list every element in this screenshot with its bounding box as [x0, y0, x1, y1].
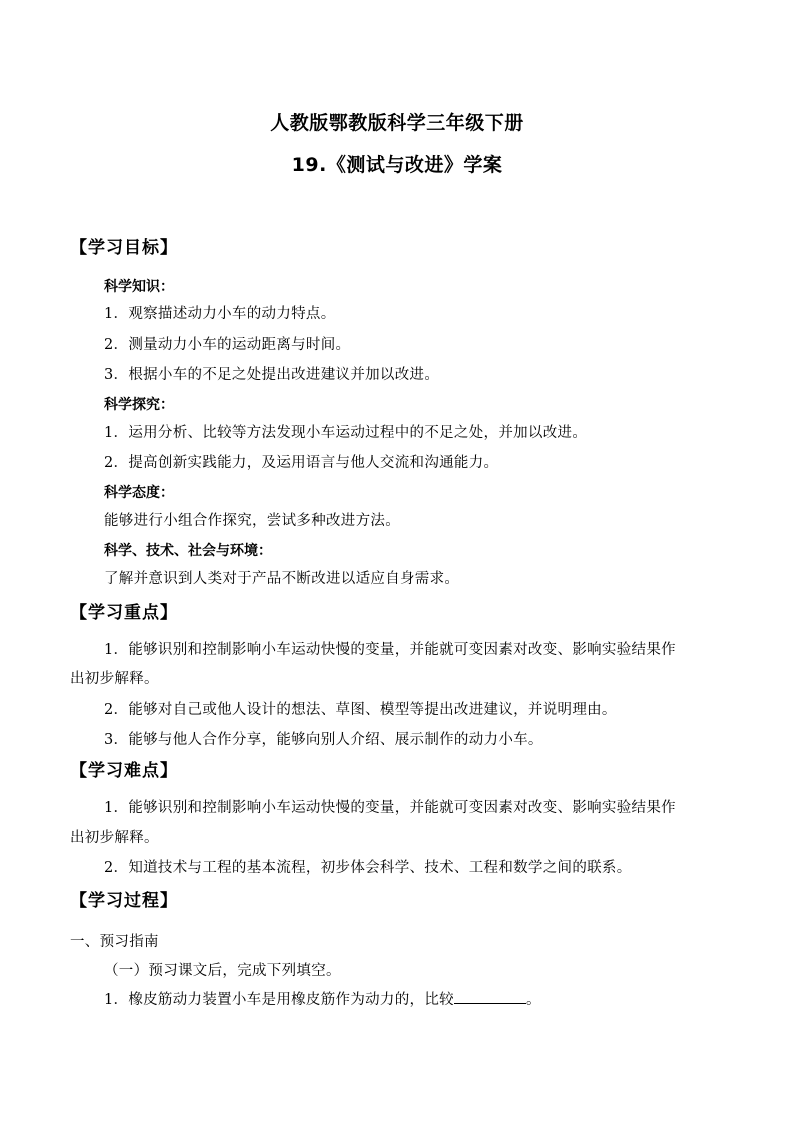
- knowledge-item: 3．根据小车的不足之处提出改进建议并加以改进。: [104, 367, 440, 383]
- fill-blank-question: [104, 988, 541, 1009]
- knowledge-item: 1．观察描述动力小车的动力特点。: [104, 306, 336, 322]
- key-point-item-continuation: 出初步解释。: [70, 671, 159, 687]
- inquiry-item: 1．运用分析、比较等方法发现小车运动过程中的不足之处，并加以改进。: [104, 425, 588, 441]
- stse-label: 科学、技术、社会与环境：: [104, 543, 272, 559]
- stse-text: 了解并意识到人类对于产品不断改进以适应自身需求。: [104, 571, 460, 587]
- answer-blank[interactable]: [454, 989, 526, 1004]
- difficulty-item: 1．能够识别和控制影响小车运动快慢的变量，并能就可变因素对改变、影响实验结果作: [104, 800, 676, 816]
- question-end: 。: [525, 992, 541, 1008]
- process-heading: 【学习过程】: [70, 891, 178, 911]
- knowledge-item: 2．测量动力小车的运动距离与时间。: [104, 337, 351, 353]
- question-text: 1．橡皮筋动力装置小车是用橡皮筋作为动力的，比较: [104, 992, 454, 1008]
- attitude-text: 能够进行小组合作探究，尝试多种改进方法。: [104, 513, 400, 529]
- document-title: 人教版鄂教版科学三年级下册: [270, 112, 524, 134]
- difficulty-item-continuation: 出初步解释。: [70, 830, 159, 846]
- difficulty-item: 2．知道技术与工程的基本流程，初步体会科学、技术、工程和数学之间的联系。: [104, 860, 632, 876]
- difficulties-heading: 【学习难点】: [70, 761, 178, 781]
- inquiry-item: 2．提高创新实践能力，及运用语言与他人交流和沟通能力。: [104, 455, 499, 471]
- key-point-item: 3．能够与他人合作分享，能够向别人介绍、展示制作的动力小车。: [104, 732, 543, 748]
- preview-section-title: 一、预习指南: [70, 934, 159, 950]
- attitude-label: 科学态度：: [104, 485, 174, 501]
- key-point-item: 2．能够对自己或他人设计的想法、草图、模型等提出改进建议，并说明理由。: [104, 702, 617, 718]
- key-point-item: 1．能够识别和控制影响小车运动快慢的变量，并能就可变因素对改变、影响实验结果作: [104, 642, 676, 658]
- goals-heading: 【学习目标】: [70, 238, 178, 258]
- inquiry-label: 科学探究：: [104, 397, 174, 413]
- document-subtitle: 19.《测试与改进》学案: [291, 154, 503, 176]
- key-points-heading: 【学习重点】: [70, 603, 178, 623]
- knowledge-label: 科学知识：: [104, 279, 174, 295]
- preview-instruction: （一）预习课文后，完成下列填空。: [104, 963, 341, 979]
